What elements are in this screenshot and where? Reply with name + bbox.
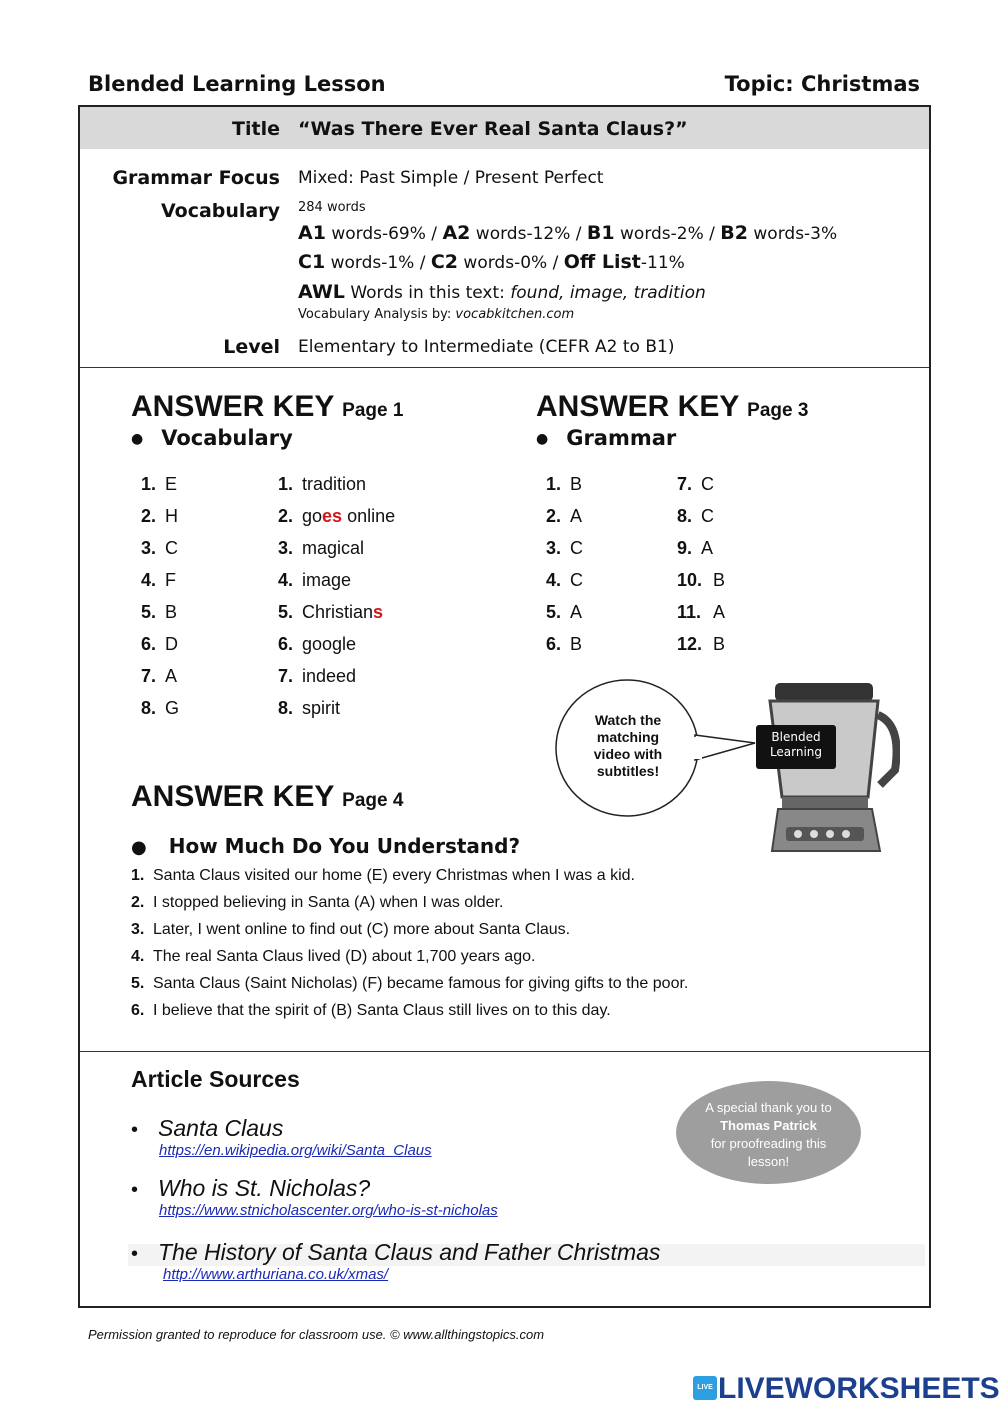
thanks-name: Thomas Patrick [720,1118,817,1133]
item-number: 6. [131,1002,145,1019]
liveworksheets-logo-icon: LIVE [693,1376,717,1400]
source-title: Who is St. Nicholas? [158,1175,371,1201]
sentence-text: Later, I went online to find out (C) more about Santa Claus. [153,921,571,938]
source-title-line [131,1239,660,1266]
vocab-match-answer [141,660,179,692]
level-percent: words-12% / [470,224,587,244]
source-title: The History of Santa Claus and Father Christmas [158,1239,661,1265]
vocab-word-answer [278,564,395,596]
key1-section-label: Vocabulary [161,426,293,450]
item-number: 8. [278,698,294,718]
level-percent: words-69% / [325,224,443,244]
understanding-answer [131,889,688,916]
word-text: tradition [302,474,367,494]
item-number: 3. [141,538,157,558]
awl-text: Words in this text: [344,283,511,303]
level-percent: words-1% / [325,253,431,273]
answer-letter: B [570,474,583,494]
key4-title: ANSWER KEY [131,780,334,813]
level-code: A2 [442,222,471,244]
divider-bottom [80,1051,929,1052]
key3-section-label: Grammar [566,426,677,450]
vocab-match-answer [141,468,179,500]
answer-letter: C [570,570,583,590]
blender-icon [756,683,897,851]
grammar-answer [677,564,725,596]
key4-section-label: How Much Do You Understand? [168,834,521,858]
item-number: 1. [546,474,562,494]
understanding-answer [131,970,688,997]
vocab-word-answer [278,468,395,500]
answer-letter: A [713,602,726,622]
key4-sentences [131,862,688,1024]
item-number: 1. [141,474,157,494]
item-number: 4. [131,948,145,965]
key1-section: ● Vocabulary [131,426,293,450]
item-number: 2. [141,506,157,526]
item-number: 2. [131,894,145,911]
level-code: B2 [720,222,748,244]
answer-letter: C [701,506,714,526]
answer-letter: C [701,474,714,494]
item-number: 11. [677,602,702,622]
awl-label: AWL [298,281,345,303]
awl-line [298,281,706,303]
source-item [131,1115,432,1159]
item-number: 3. [278,538,294,558]
word-text: Christian [302,602,374,622]
item-number: 9. [677,538,693,558]
item-number: 2. [546,506,562,526]
source-item [131,1239,660,1283]
source-title-line [131,1115,432,1142]
bullet: • [131,1119,139,1141]
vocab-word-answer [278,596,395,628]
key1-heading [131,390,403,424]
answer-letter: A [165,666,178,686]
analysis-site: vocabkitchen.com [455,307,575,322]
item-number: 3. [546,538,562,558]
key1-words [278,468,395,724]
vocab-word-answer [278,500,395,532]
vocab-match-answer [141,628,179,660]
item-number: 5. [278,602,294,622]
item-number: 5. [131,975,145,992]
key4-page: Page 4 [342,790,404,811]
answer-letter: E [165,474,178,494]
item-number: 8. [141,698,157,718]
vocab-word-answer [278,628,395,660]
answer-letter: B [713,570,726,590]
footer-permission: Permission granted to reproduce for classroom use. © www.allthingstopics.com [88,1327,545,1342]
grammar-answer [546,500,583,532]
sentence-text: I believe that the spirit of (B) Santa Claus still lives on to this day. [153,1002,611,1019]
key3-page: Page 3 [747,400,809,421]
source-link[interactable]: https://www.stnicholascenter.org/who-is-st-nicholas [159,1202,498,1219]
level-code: Off List [563,251,641,273]
answer-letter: F [165,570,176,590]
vocab-match-answer [141,532,179,564]
bubble-text: Watch the matching video with subtitles! [593,712,663,779]
answer-letter: A [570,506,583,526]
item-number: 8. [677,506,693,526]
word-highlight: es [322,506,343,526]
sentence-text: I stopped believing in Santa (A) when I was older. [153,894,504,911]
item-number: 12. [677,634,703,654]
sentence-text: Santa Claus visited our home (E) every Christmas when I was a kid. [153,867,635,884]
source-item [131,1175,498,1219]
word-text: online [342,506,396,526]
key3-heading [536,390,808,424]
key3-section: ● Grammar [536,426,677,450]
lesson-type: Blended Learning Lesson [88,72,386,96]
key1-title: ANSWER KEY [131,390,334,423]
item-number: 1. [131,867,145,884]
level-code: B1 [586,222,615,244]
vocab-match-answer [141,692,179,724]
vocab-match-answer [141,564,179,596]
answer-letter: B [165,602,178,622]
vocab-match-answer [141,596,179,628]
word-text: magical [302,538,365,558]
item-number: 6. [141,634,157,654]
title-label: Title [232,118,280,140]
grammar-answer [677,628,725,660]
understanding-answer [131,916,688,943]
sources-heading: Article Sources [131,1066,300,1092]
word-text: google [302,634,357,654]
levels-line-1 [298,222,837,244]
grammar-answer [677,500,725,532]
item-number: 2. [278,506,294,526]
bullet: • [131,1179,139,1201]
item-number: 7. [677,474,693,494]
key1-page: Page 1 [342,400,404,421]
key4-section: ● How Much Do You Understand? [131,834,521,858]
awl-words: found, image, tradition [510,283,706,303]
understanding-answer [131,943,688,970]
answer-letter: A [570,602,583,622]
level-code: C2 [430,251,459,273]
level-percent: words-0% / [458,253,564,273]
source-link[interactable]: http://www.arthuriana.co.uk/xmas/ [163,1266,389,1283]
key4-heading [131,780,403,814]
sentence-text: The real Santa Claus lived (D) about 1,700 years ago. [153,948,536,965]
item-number: 4. [278,570,294,590]
word-text: indeed [302,666,357,686]
understanding-answer [131,997,688,1024]
word-text: spirit [302,698,341,718]
liveworksheets-brand: LIVEWORKSHEETS [718,1372,1000,1405]
level-code: A1 [298,222,326,244]
vocab-match-answer [141,500,179,532]
item-number: 4. [141,570,157,590]
answer-letter: D [165,634,178,654]
grammar-answer [546,596,583,628]
level-percent: -11% [640,253,685,273]
bubble-tail [695,735,755,760]
level-percent: words-3% [748,224,838,244]
level-code: C1 [298,251,326,273]
key3-col1 [546,468,583,660]
item-number: 4. [546,570,562,590]
level-label: Level [223,336,280,358]
vocab-label: Vocabulary [160,200,280,222]
word-count: 284 words [298,200,366,215]
item-number: 1. [278,474,294,494]
answer-letter: A [701,538,714,558]
thanks-line1: A special thank you to [705,1100,832,1115]
item-number: 3. [131,921,145,938]
key3-title: ANSWER KEY [536,390,739,423]
thanks-oval [676,1081,861,1184]
analysis-line [298,307,574,322]
word-text: go [302,506,323,526]
levels-line-2 [298,251,685,273]
key1-letters [141,468,179,724]
item-number: 7. [278,666,294,686]
answer-letter: G [165,698,180,718]
divider-top [80,367,929,368]
grammar-value: Mixed: Past Simple / Present Perfect [298,168,604,188]
answer-letter: B [713,634,726,654]
topic: Topic: Christmas [724,72,920,96]
grammar-answer [677,468,725,500]
item-number: 5. [546,602,562,622]
title-value: “Was There Ever Real Santa Claus?” [298,118,688,140]
key3-col2 [677,468,725,660]
answer-letter: H [165,506,178,526]
grammar-answer [546,532,583,564]
grammar-answer [677,596,725,628]
grammar-answer [546,468,583,500]
answer-letter: C [570,538,583,558]
source-link[interactable]: https://en.wikipedia.org/wiki/Santa_Claus [159,1142,432,1159]
word-highlight: s [373,602,384,622]
source-title-line [131,1175,498,1202]
blender-label: Blended Learning [769,730,823,759]
vocab-word-answer [278,692,395,724]
vocab-word-answer [278,660,395,692]
level-percent: words-2% / [614,224,721,244]
grammar-answer [546,564,583,596]
source-title: Santa Claus [158,1115,284,1141]
grammar-answer [677,532,725,564]
answer-letter: C [165,538,178,558]
answer-letter: B [570,634,583,654]
sentence-text: Santa Claus (Saint Nicholas) (F) became famous for giving gifts to the poor. [153,975,689,992]
bullet: • [131,1243,139,1265]
item-number: 6. [546,634,562,654]
vocab-word-answer [278,532,395,564]
grammar-answer [546,628,583,660]
item-number: 7. [141,666,157,686]
bubble-tail-mask [690,737,702,759]
item-number: 6. [278,634,294,654]
understanding-answer [131,862,688,889]
item-number: 5. [141,602,157,622]
item-number: 10. [677,570,703,590]
word-text: image [302,570,352,590]
level-value: Elementary to Intermediate (CEFR A2 to B1) [298,337,675,357]
grammar-label: Grammar Focus [112,167,280,189]
analysis-prefix: Vocabulary Analysis by: [298,307,456,322]
thanks-line2: for proofreading this lesson! [710,1136,827,1169]
